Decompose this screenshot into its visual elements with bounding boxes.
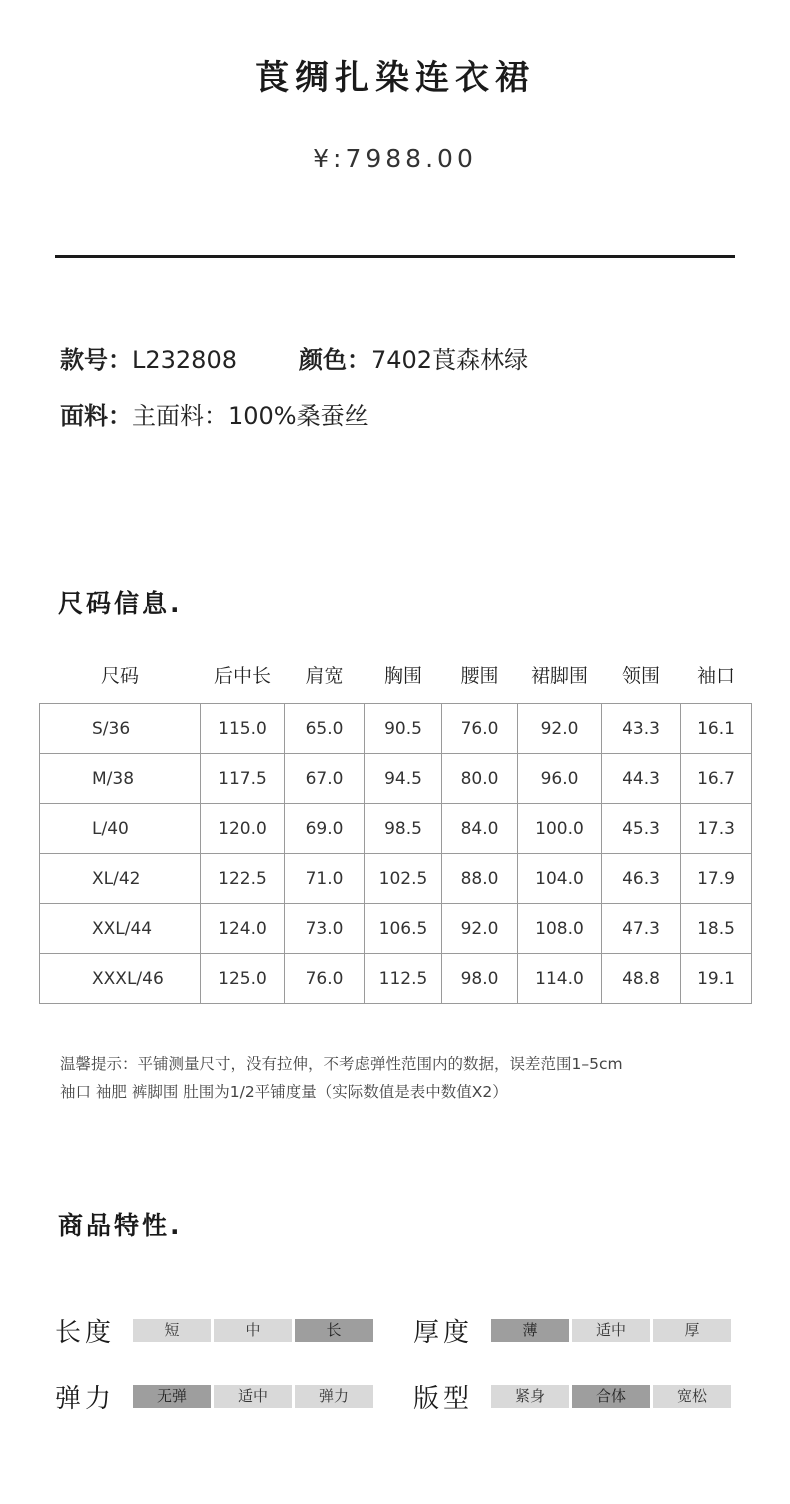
feature-options — [491, 1319, 731, 1342]
table-cell: 16.1 — [681, 704, 752, 754]
feature-option: 紧身 — [491, 1385, 569, 1408]
col-header-hem: 裙脚围 — [530, 664, 588, 687]
table-cell: 18.5 — [681, 904, 752, 954]
table-cell: 122.5 — [201, 854, 285, 904]
size-table — [39, 645, 752, 1004]
feature-label: 版型 — [413, 1384, 474, 1414]
table-cell: 73.0 — [285, 904, 365, 954]
table-cell: 17.3 — [681, 804, 752, 854]
table-cell: 98.5 — [365, 804, 442, 854]
table-cell: 117.5 — [201, 754, 285, 804]
table-cell: 98.0 — [442, 954, 518, 1004]
feature-options — [133, 1319, 373, 1342]
size-note-line-2: 袖口 袖肥 裤脚围 肚围为1/2平铺度量（实际数值是表中数值X2） — [60, 1083, 508, 1101]
table-cell: 96.0 — [518, 754, 602, 804]
fabric-label: 面料： — [60, 402, 132, 430]
table-cell: 16.7 — [681, 754, 752, 804]
table-cell: 114.0 — [518, 954, 602, 1004]
product-title: 莨绸扎染连衣裙 — [255, 58, 535, 98]
table-row — [40, 704, 752, 754]
table-cell: 48.8 — [602, 954, 681, 1004]
feature-option: 长 — [295, 1319, 373, 1342]
product-price: ¥:7988.00 — [313, 144, 477, 173]
table-cell: 43.3 — [602, 704, 681, 754]
feature-options — [133, 1385, 373, 1408]
table-cell: 120.0 — [201, 804, 285, 854]
table-cell: 125.0 — [201, 954, 285, 1004]
size-table-header — [40, 645, 752, 703]
feature-length — [55, 1312, 373, 1349]
feature-option: 中 — [214, 1319, 292, 1342]
color-value: 7402莨森林绿 — [371, 346, 529, 374]
table-cell: 94.5 — [365, 754, 442, 804]
table-cell: L/40 — [40, 804, 201, 854]
table-cell: 46.3 — [602, 854, 681, 904]
table-cell: XXXL/46 — [40, 954, 201, 1004]
table-cell: 80.0 — [442, 754, 518, 804]
table-cell: 67.0 — [285, 754, 365, 804]
table-cell: 45.3 — [602, 804, 681, 854]
feature-option: 适中 — [572, 1319, 650, 1342]
col-header-bust: 胸围 — [383, 664, 422, 687]
feature-option: 宽松 — [653, 1385, 731, 1408]
table-cell: 19.1 — [681, 954, 752, 1004]
style-value: L232808 — [132, 346, 237, 374]
table-cell: 92.0 — [518, 704, 602, 754]
feature-label: 弹力 — [55, 1384, 116, 1414]
table-cell: 65.0 — [285, 704, 365, 754]
table-row — [40, 854, 752, 904]
col-header-shoulder: 肩宽 — [305, 664, 344, 687]
table-cell: 100.0 — [518, 804, 602, 854]
size-info-heading: 尺码信息. — [58, 589, 183, 618]
style-label: 款号： — [60, 346, 132, 374]
feature-option: 薄 — [491, 1319, 569, 1342]
feature-option: 厚 — [653, 1319, 731, 1342]
feature-option: 弹力 — [295, 1385, 373, 1408]
table-cell: 76.0 — [285, 954, 365, 1004]
col-header-size: 尺码 — [100, 664, 139, 687]
table-cell: M/38 — [40, 754, 201, 804]
table-cell: 17.9 — [681, 854, 752, 904]
table-row — [40, 804, 752, 854]
col-header-cuff: 袖口 — [696, 664, 735, 687]
size-note-line-1: 温馨提示：平铺测量尺寸，没有拉伸，不考虑弹性范围内的数据，误差范围1–5cm — [60, 1055, 623, 1073]
table-cell: 44.3 — [602, 754, 681, 804]
table-row — [40, 754, 752, 804]
table-cell: 112.5 — [365, 954, 442, 1004]
feature-thickness — [413, 1312, 731, 1349]
table-cell: 92.0 — [442, 904, 518, 954]
table-cell: 115.0 — [201, 704, 285, 754]
table-cell: 84.0 — [442, 804, 518, 854]
table-cell: 104.0 — [518, 854, 602, 904]
feature-option: 合体 — [572, 1385, 650, 1408]
table-cell: 124.0 — [201, 904, 285, 954]
info-row-fabric — [60, 396, 369, 431]
info-row-style-color — [60, 340, 528, 375]
feature-option: 短 — [133, 1319, 211, 1342]
table-cell: 71.0 — [285, 854, 365, 904]
feature-option: 适中 — [214, 1385, 292, 1408]
col-header-back-length: 后中长 — [213, 664, 271, 687]
feature-label: 长度 — [55, 1318, 116, 1348]
table-cell: 106.5 — [365, 904, 442, 954]
feature-option: 无弹 — [133, 1385, 211, 1408]
table-cell: S/36 — [40, 704, 201, 754]
table-cell: 108.0 — [518, 904, 602, 954]
fabric-value: 主面料：100%桑蚕丝 — [132, 402, 369, 430]
feature-options — [491, 1385, 731, 1408]
color-label: 颜色： — [299, 346, 371, 374]
table-cell: XXL/44 — [40, 904, 201, 954]
table-cell: XL/42 — [40, 854, 201, 904]
feature-elasticity — [55, 1378, 373, 1415]
table-row — [40, 954, 752, 1004]
divider — [55, 255, 735, 258]
table-cell: 47.3 — [602, 904, 681, 954]
features-heading: 商品特性. — [58, 1211, 183, 1240]
col-header-collar: 领围 — [621, 664, 660, 687]
table-cell: 69.0 — [285, 804, 365, 854]
table-cell: 88.0 — [442, 854, 518, 904]
col-header-waist: 腰围 — [460, 664, 499, 687]
table-row — [40, 904, 752, 954]
feature-label: 厚度 — [413, 1318, 474, 1348]
table-cell: 76.0 — [442, 704, 518, 754]
table-cell: 102.5 — [365, 854, 442, 904]
table-cell: 90.5 — [365, 704, 442, 754]
feature-fit — [413, 1378, 731, 1415]
